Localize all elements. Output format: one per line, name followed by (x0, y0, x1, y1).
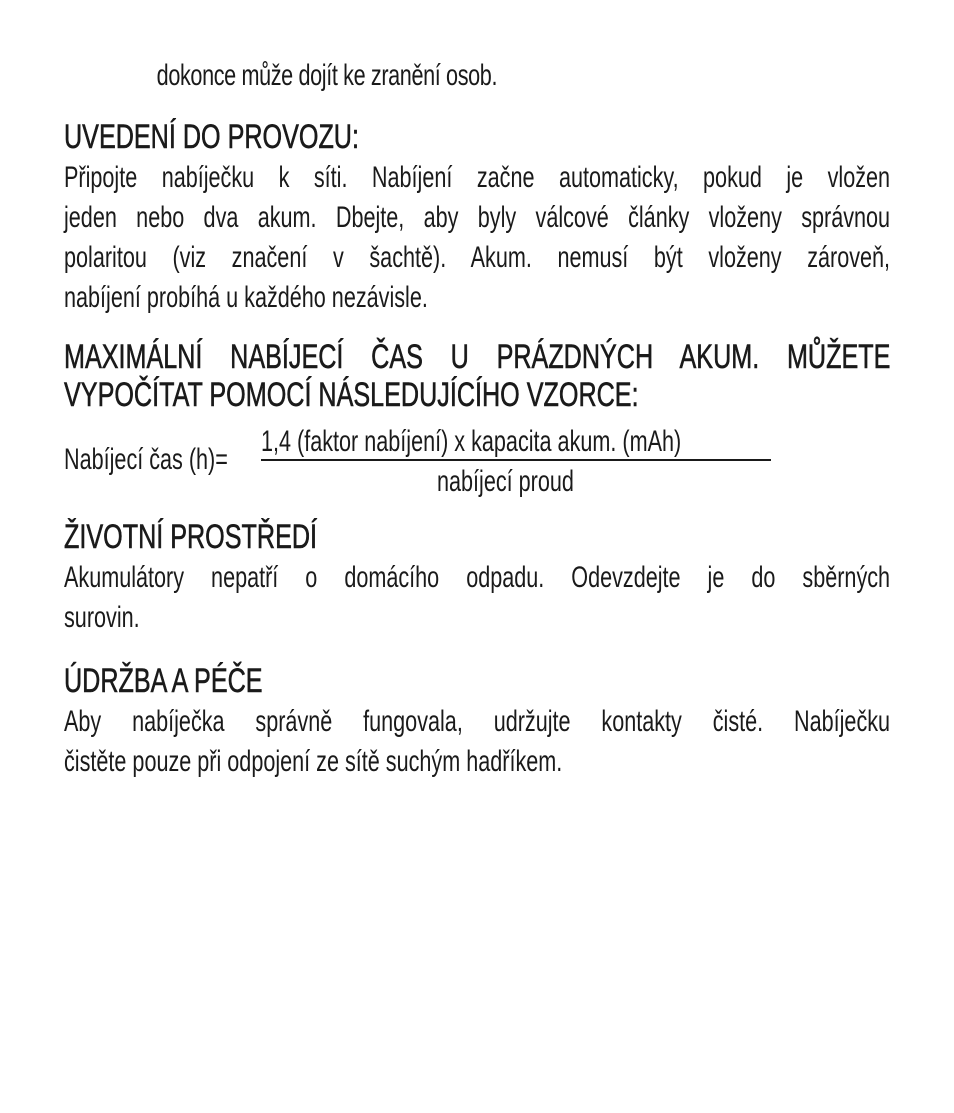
intro-section (64, 56, 537, 96)
section-body-udrzba (64, 702, 890, 782)
section-maximalni (64, 338, 891, 498)
body-line: surovin. (64, 601, 140, 634)
section-zivotni (64, 518, 890, 638)
formula-denominator: nabíjecí proud (437, 465, 574, 498)
heading-line: VYPOČÍTAT POMOCÍ NÁSLEDUJÍCÍHO VZORCE: (64, 376, 639, 414)
section-heading-udrzba: ÚDRŽBA A PÉČE (64, 662, 263, 700)
section-body-uvedeni (64, 158, 890, 318)
formula-fraction-bar (261, 459, 771, 461)
body-line: polaritou (viz značení v šachtě). Akum. nemusí být vloženy zároveň, (64, 241, 891, 274)
section-udrzba (64, 662, 890, 782)
body-line: Aby nabíječka správně fungovala, udržujte kontakty čisté. Nabíječku (64, 705, 891, 738)
heading-line: MAXIMÁLNÍ NABÍJECÍ ČAS U PRÁZDNÝCH AKUM. MŮŽETE (64, 338, 891, 376)
section-body-zivotni (64, 558, 890, 638)
section-heading-maximalni (64, 338, 890, 414)
intro-text: dokonce může dojít ke zranění osob. (156, 59, 498, 92)
body-line: nabíjení probíhá u každého nezávisle. (64, 281, 428, 314)
body-line: jeden nebo dva akum. Dbejte, aby byly válcové články vloženy správnou (64, 201, 891, 234)
body-line: Akumulátory nepatří o domácího odpadu. Odevzdejte je do sběrných (64, 561, 891, 594)
section-heading-uvedeni: UVEDENÍ DO PROVOZU: (64, 118, 359, 156)
formula-label: Nabíjecí čas (h)= (64, 443, 228, 476)
body-line: čistěte pouze při odpojení ze sítě suchým hadříkem. (64, 745, 563, 778)
section-uvedeni (64, 118, 890, 318)
body-line: Připojte nabíječku k síti. Nabíjení začne automaticky, pokud je vložen (64, 161, 891, 194)
section-heading-zivotni: ŽIVOTNÍ PROSTŘEDÍ (64, 518, 318, 556)
charging-time-formula (64, 422, 954, 502)
formula-numerator: 1,4 (faktor nabíjení) x kapacita akum. (mAh) (261, 425, 682, 458)
